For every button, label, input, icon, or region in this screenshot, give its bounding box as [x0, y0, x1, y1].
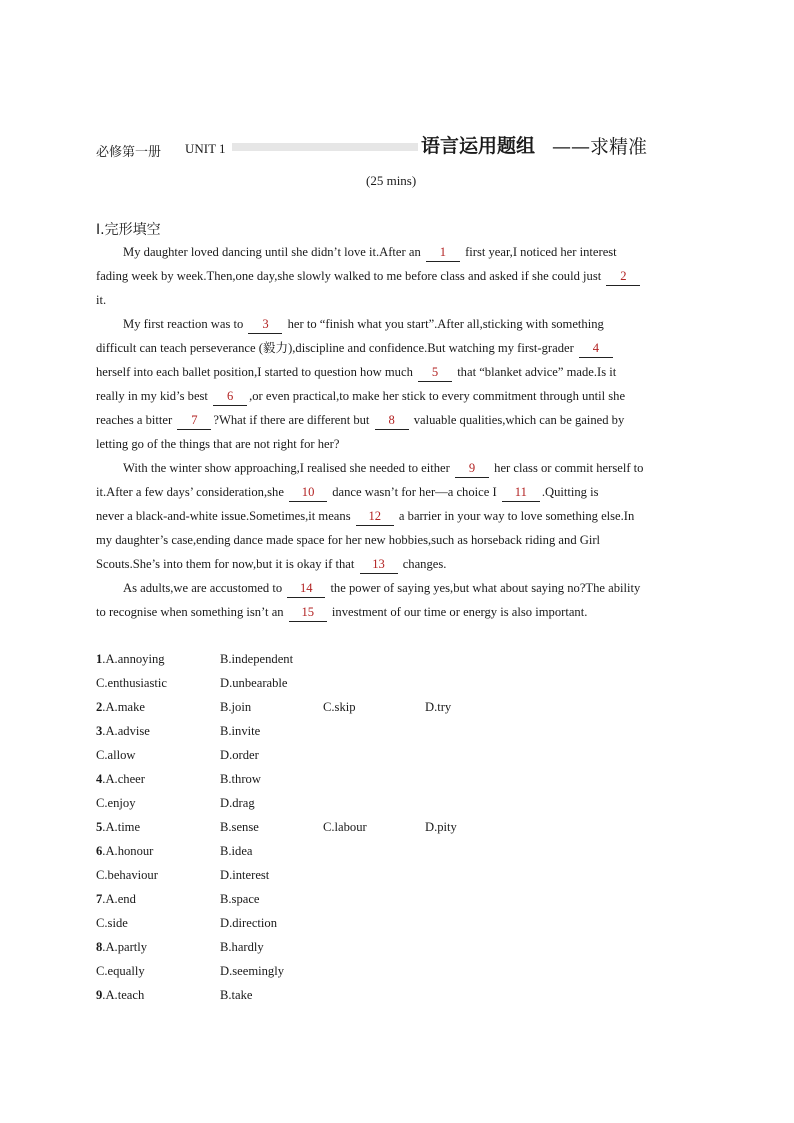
- blank-13: 13: [360, 556, 398, 574]
- passage-paragraph-1: [96, 240, 696, 312]
- option-5-d: D.pity: [425, 820, 457, 834]
- option-8-a: 8.A.partly: [96, 940, 148, 954]
- option-2-c: C.skip: [323, 700, 356, 714]
- blank-2: 2: [606, 268, 640, 286]
- blank-9: 9: [455, 460, 489, 478]
- option-8-c: C.equally: [96, 964, 145, 978]
- book-label: 必修第一册: [96, 144, 162, 159]
- blank-1: 1: [426, 244, 460, 262]
- option-1-c: C.enthusiastic: [96, 676, 168, 690]
- blank-12: 12: [356, 508, 394, 526]
- option-8-b: B.hardly: [220, 940, 264, 954]
- passage-line: letting go of the things that are not right for her?: [96, 437, 340, 451]
- passage-paragraph-2: [96, 312, 696, 456]
- passage-line: it.After a few days’ consideration,she 10 dance wasn’t for her—a choice I 11 .Quitting is: [96, 480, 696, 504]
- blank-8: 8: [375, 412, 409, 430]
- blank-4: 4: [579, 340, 613, 358]
- option-7-d: D.direction: [220, 916, 278, 930]
- blank-15: 15: [289, 604, 327, 622]
- passage-line: With the winter show approaching,I realised she needed to either 9 her class or commit herself to: [96, 456, 696, 480]
- option-9-a: 9.A.teach: [96, 988, 145, 1002]
- passage-line: My daughter loved dancing until she didn’t love it.After an 1 first year,I noticed her interest: [96, 240, 696, 264]
- option-3-d: D.order: [220, 748, 259, 762]
- option-5-a: 5.A.time: [96, 820, 141, 834]
- blank-7: 7: [177, 412, 211, 430]
- blank-5: 5: [418, 364, 452, 382]
- passage-line: herself into each ballet position,I started to question how much 5 that “blanket advice” made.Is it: [96, 360, 696, 384]
- option-7-b: B.space: [220, 892, 260, 906]
- passage-line: never a black-and-white issue.Sometimes,it means 12 a barrier in your way to love something else.In: [96, 504, 696, 528]
- option-3-a: 3.A.advise: [96, 724, 150, 738]
- passage-line: As adults,we are accustomed to 14 the power of saying yes,but what about saying no?The ability: [96, 576, 696, 600]
- page-subtitle: ——求精准: [552, 136, 648, 158]
- passage-line: to recognise when something isn’t an 15 investment of our time or energy is also important.: [96, 600, 696, 624]
- option-7-c: C.side: [96, 916, 128, 930]
- time-limit: (25 mins): [366, 173, 417, 188]
- option-1-a: 1.A.annoying: [96, 652, 165, 666]
- blank-14: 14: [287, 580, 325, 598]
- option-4-a: 4.A.cheer: [96, 772, 145, 786]
- option-4-b: B.throw: [220, 772, 261, 786]
- option-6-d: D.interest: [220, 868, 270, 882]
- passage-line: reaches a bitter 7 ?What if there are different but 8 valuable qualities,which can be gained by: [96, 408, 696, 432]
- blank-3: 3: [248, 316, 282, 334]
- passage-line: Scouts.She’s into them for now,but it is okay if that 13 changes.: [96, 552, 696, 576]
- section-title: Ⅰ.完形填空: [96, 222, 161, 238]
- option-3-b: B.invite: [220, 724, 261, 738]
- option-4-d: D.drag: [220, 796, 255, 810]
- passage-line: my daughter’s case,ending dance made space for her new hobbies,such as horseback riding and Girl: [96, 533, 601, 547]
- option-2-d: D.try: [425, 700, 452, 714]
- option-3-c: C.allow: [96, 748, 136, 762]
- passage-paragraph-4: [96, 576, 696, 624]
- option-5-c: C.labour: [323, 820, 367, 834]
- option-1-b: B.independent: [220, 652, 294, 666]
- passage-line: fading week by week.Then,one day,she slowly walked to me before class and asked if she could just 2: [96, 264, 696, 288]
- option-5-b: B.sense: [220, 820, 259, 834]
- passage-line: really in my kid’s best 6 ,or even practical,to make her stick to every commitment through until she: [96, 384, 696, 408]
- option-9-b: B.take: [220, 988, 253, 1002]
- option-1-d: D.unbearable: [220, 676, 288, 690]
- header-divider: [232, 143, 418, 151]
- option-2-b: B.join: [220, 700, 252, 714]
- option-8-d: D.seemingly: [220, 964, 285, 978]
- passage-paragraph-3: [96, 456, 696, 576]
- passage-line: difficult can teach perseverance (毅力),discipline and confidence.But watching my first-grader 4: [96, 336, 696, 360]
- option-4-c: C.enjoy: [96, 796, 136, 810]
- passage-line: My first reaction was to 3 her to “finish what you start”.After all,sticking with something: [96, 312, 696, 336]
- option-7-a: 7.A.end: [96, 892, 136, 906]
- option-2-a: 2.A.make: [96, 700, 145, 714]
- unit-label: UNIT 1: [185, 141, 226, 156]
- blank-10: 10: [289, 484, 327, 502]
- option-6-c: C.behaviour: [96, 868, 158, 882]
- passage-line: it.: [96, 293, 107, 307]
- option-6-a: 6.A.honour: [96, 844, 154, 858]
- page-title: 语言运用题组: [421, 135, 536, 157]
- blank-6: 6: [213, 388, 247, 406]
- blank-11: 11: [502, 484, 540, 502]
- option-6-b: B.idea: [220, 844, 253, 858]
